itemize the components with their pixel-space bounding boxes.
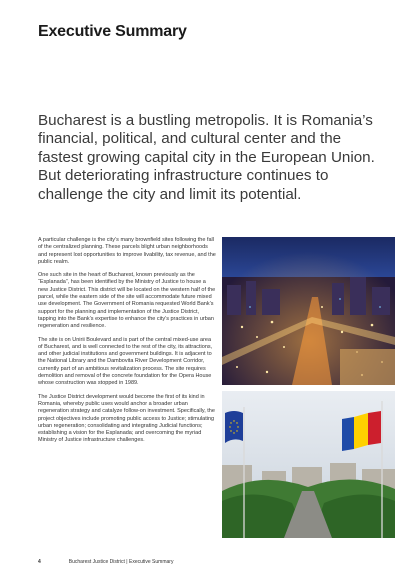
body-paragraph-4: The Justice District development would become the first of its kind in Romania, whereby public uses would anchor a broader urban regeneration strategy and catalyze follow-on investment. Specifically, the project objectives include promoting public access to Justice; stimulating urban regeneration; consolidating and integrating Judicial functions; establishing a vision for the Esplanada; and overcoming the myriad Ministry of Justice infrastructure challenges. bbox=[38, 393, 215, 444]
flags-boulevard-photo bbox=[222, 391, 395, 538]
lead-paragraph: Bucharest is a bustling metropolis. It is Romania’s financial, political, and cultural center and the fastest growing capital city in the European Union. But deteriorating infrastructure continues to challenge the city and limit its potential. bbox=[38, 112, 375, 203]
body-paragraph-3: The site is on Unirii Boulevard and is part of the central mixed-use area of Bucharest, and is well connected to the rest of the city, its attractions, and other judicial institutions and government buildings. It is adjacent to the National Library and the Dambovita River Development Corridor, currently part of an ambitious revitalization process. The site requires demolition and removal of the concrete foundation for the Opera House whose construction was stopped in 1989. bbox=[38, 336, 213, 387]
body-paragraph-2: One such site in the heart of Bucharest, known previously as the “Esplanada”, has been identified by the Ministry of Justice to house a new Justice District. This district will be located on the western half of the parcel, while the eastern side of the site will accommodate future mixed use development. The Government of Romania requested World Bank’s support for the planning and implementation of the Justice District, tapping into the Bank’s expertise to enhance the city’s practices in urban regeneration and resilience. bbox=[38, 272, 216, 330]
body-paragraph-1: A particular challenge is the city’s many brownfield sites following the fall of the centralized planning. These parcels blight urban neighborhoods and represent lost opportunities to improve livability, tax revenue, and the public realm. bbox=[38, 237, 216, 265]
night-city-photo bbox=[222, 237, 395, 385]
page-number: 4 bbox=[38, 559, 41, 565]
footer-text: Bucharest Justice District | Executive Summary bbox=[68, 559, 174, 565]
page-footer bbox=[38, 559, 173, 565]
body-text-column bbox=[38, 237, 216, 451]
page-title: Executive Summary bbox=[38, 23, 187, 40]
